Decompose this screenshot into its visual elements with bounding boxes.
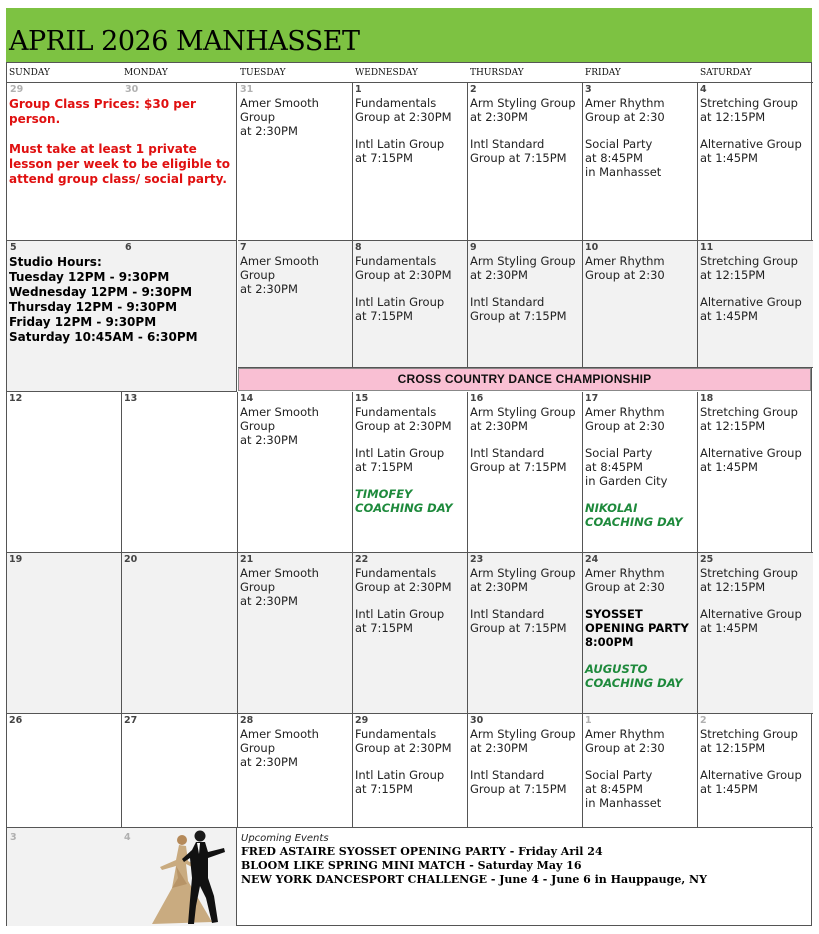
class-event: Alternative Group at 1:45PM xyxy=(700,137,802,165)
class-event: Amer Rhythm Group at 2:30 xyxy=(585,405,665,433)
day-cell-tuesday xyxy=(238,553,353,714)
class-event: Fundamentals Group at 2:30PM xyxy=(355,96,452,124)
class-event: Alternative Group at 1:45PM xyxy=(700,768,802,796)
day-number: 6 xyxy=(125,242,132,253)
class-event: Intl Latin Group at 7:15PM xyxy=(355,295,445,323)
championship-banner: CROSS COUNTRY DANCE CHAMPIONSHIP xyxy=(238,368,811,391)
day-cell-wednesday xyxy=(353,241,468,368)
class-event: Intl Standard Group at 7:15PM xyxy=(470,768,567,796)
upcoming-events xyxy=(238,828,813,926)
day-cell-saturday xyxy=(698,241,813,368)
day-number: 5 xyxy=(10,242,17,253)
day-cell-sunday xyxy=(7,392,122,553)
class-event: Intl Latin Group at 7:15PM xyxy=(355,768,445,796)
day-number: 24 xyxy=(585,554,599,565)
class-event: Arm Styling Group at 2:30PM xyxy=(470,254,576,282)
class-event: Social Party at 8:45PM in Manhasset xyxy=(585,137,662,179)
day-cell-thursday xyxy=(468,714,583,828)
special-event: SYOSSET OPENING PARTY 8:00PM xyxy=(585,607,689,649)
group-class-notice xyxy=(7,83,237,241)
day-number: 29 xyxy=(355,715,369,726)
day-number: 7 xyxy=(240,242,247,253)
day-number: 2 xyxy=(700,715,707,726)
calendar-header xyxy=(6,8,812,62)
day-number: 30 xyxy=(470,715,484,726)
class-event: Stretching Group at 12:15PM xyxy=(700,96,798,124)
day-cell-wednesday xyxy=(353,553,468,714)
class-event: Amer Smooth Group at 2:30PM xyxy=(240,566,319,608)
day-cell-tuesday xyxy=(238,241,353,368)
day-number: 25 xyxy=(700,554,714,565)
day-cell-tuesday xyxy=(238,83,353,241)
day-number: 30 xyxy=(125,84,139,95)
day-number: 15 xyxy=(355,393,369,404)
day-cell-friday xyxy=(583,241,698,368)
day-cell-monday xyxy=(122,392,238,553)
weekday-wednesday: WEDNESDAY xyxy=(353,63,468,83)
day-cell-thursday xyxy=(468,392,583,553)
day-cell-wednesday xyxy=(353,392,468,553)
class-event: Fundamentals Group at 2:30PM xyxy=(355,727,452,755)
day-number: 2 xyxy=(470,84,477,95)
weekday-tuesday: TUESDAY xyxy=(238,63,353,83)
day-cell-tuesday xyxy=(238,392,353,553)
dancers-icon xyxy=(142,826,237,926)
class-event: Intl Latin Group at 7:15PM xyxy=(355,607,445,635)
class-event: Social Party at 8:45PM in Manhasset xyxy=(585,768,662,810)
day-cell-wednesday xyxy=(353,714,468,828)
day-number: 16 xyxy=(470,393,484,404)
day-number: 20 xyxy=(124,554,138,565)
day-number: 29 xyxy=(10,84,24,95)
class-event: Intl Standard Group at 7:15PM xyxy=(470,295,567,323)
class-event: Amer Smooth Group at 2:30PM xyxy=(240,405,319,447)
day-number: 11 xyxy=(700,242,714,253)
class-event: Arm Styling Group at 2:30PM xyxy=(470,566,576,594)
class-event: Social Party at 8:45PM in Garden City xyxy=(585,446,668,488)
day-cell-monday xyxy=(122,553,238,714)
class-event: Fundamentals Group at 2:30PM xyxy=(355,566,452,594)
class-event: Amer Rhythm Group at 2:30 xyxy=(585,254,665,282)
class-event: Stretching Group at 12:15PM xyxy=(700,254,798,282)
day-cell-saturday xyxy=(698,392,813,553)
upcoming-event-item: NEW YORK DANCESPORT CHALLENGE - June 4 - June 6 in Hauppauge, NY xyxy=(241,873,707,886)
class-event: Intl Standard Group at 7:15PM xyxy=(470,446,567,474)
day-number: 14 xyxy=(240,393,254,404)
day-number: 26 xyxy=(9,715,23,726)
day-number: 1 xyxy=(355,84,362,95)
day-number: 23 xyxy=(470,554,484,565)
day-number: 3 xyxy=(10,832,17,843)
page-title: APRIL 2026 MANHASSET xyxy=(9,26,360,57)
day-cell-friday xyxy=(583,553,698,714)
class-event: Arm Styling Group at 2:30PM xyxy=(470,96,576,124)
studio-hours-box xyxy=(7,241,237,392)
day-number: 28 xyxy=(240,715,254,726)
class-event: Stretching Group at 12:15PM xyxy=(700,727,798,755)
weekday-thursday: THURSDAY xyxy=(468,63,583,83)
class-event: Intl Standard Group at 7:15PM xyxy=(470,137,567,165)
day-cell-saturday xyxy=(698,553,813,714)
class-event: Amer Smooth Group at 2:30PM xyxy=(240,96,319,138)
day-number: 13 xyxy=(124,393,138,404)
class-event: Intl Standard Group at 7:15PM xyxy=(470,607,567,635)
class-event: Amer Rhythm Group at 2:30 xyxy=(585,727,665,755)
class-event: Alternative Group at 1:45PM xyxy=(700,446,802,474)
upcoming-event-item: BLOOM LIKE SPRING MINI MATCH - Saturday May 16 xyxy=(241,859,582,872)
day-number: 17 xyxy=(585,393,599,404)
day-cell-monday xyxy=(122,714,238,828)
day-cell-saturday xyxy=(698,714,813,828)
class-event: Arm Styling Group at 2:30PM xyxy=(470,727,576,755)
day-number: 27 xyxy=(124,715,138,726)
class-event: Fundamentals Group at 2:30PM xyxy=(355,254,452,282)
day-number: 10 xyxy=(585,242,599,253)
studio-hours: Studio Hours: Tuesday 12PM - 9:30PM Wednesday 12PM - 9:30PM Thursday 12PM - 9:30PM Friday 12PM - 9:30PM Saturday 10:45AM - 6:30PM xyxy=(9,255,198,344)
class-event: Fundamentals Group at 2:30PM xyxy=(355,405,452,433)
day-number: 21 xyxy=(240,554,254,565)
day-number: 3 xyxy=(585,84,592,95)
day-number: 9 xyxy=(470,242,477,253)
day-number: 18 xyxy=(700,393,714,404)
day-cell-sunday xyxy=(7,553,122,714)
day-number: 4 xyxy=(124,832,131,843)
day-cell-saturday xyxy=(698,83,813,241)
upcoming-label: Upcoming Events xyxy=(241,833,329,844)
day-number: 8 xyxy=(355,242,362,253)
class-event: Alternative Group at 1:45PM xyxy=(700,295,802,323)
class-event: Arm Styling Group at 2:30PM xyxy=(470,405,576,433)
coaching-day-label: NIKOLAI COACHING DAY xyxy=(585,501,683,529)
day-cell-thursday xyxy=(468,241,583,368)
class-event: Intl Latin Group at 7:15PM xyxy=(355,137,445,165)
class-event: Amer Rhythm Group at 2:30 xyxy=(585,566,665,594)
day-number: 4 xyxy=(700,84,707,95)
day-cell-friday xyxy=(583,714,698,828)
class-event: Amer Smooth Group at 2:30PM xyxy=(240,727,319,769)
day-number: 1 xyxy=(585,715,592,726)
weekday-sunday: SUNDAY xyxy=(7,63,122,83)
calendar-grid xyxy=(6,62,812,926)
day-cell-thursday xyxy=(468,83,583,241)
day-number: 22 xyxy=(355,554,369,565)
weekday-monday: MONDAY xyxy=(122,63,238,83)
day-cell-sunday xyxy=(7,714,122,828)
day-number: 19 xyxy=(9,554,23,565)
weekday-saturday: SATURDAY xyxy=(698,63,813,83)
day-cell-wednesday xyxy=(353,83,468,241)
coaching-day-label: TIMOFEY COACHING DAY xyxy=(355,487,453,515)
class-event: Alternative Group at 1:45PM xyxy=(700,607,802,635)
upcoming-event-item: FRED ASTAIRE SYOSSET OPENING PARTY - Friday Aril 24 xyxy=(241,845,603,858)
day-number: 12 xyxy=(9,393,23,404)
class-event: Stretching Group at 12:15PM xyxy=(700,566,798,594)
day-cell-tuesday xyxy=(238,714,353,828)
class-event: Intl Latin Group at 7:15PM xyxy=(355,446,445,474)
coaching-day-label: AUGUSTO COACHING DAY xyxy=(585,662,683,690)
day-cell-friday xyxy=(583,83,698,241)
day-cell-thursday xyxy=(468,553,583,714)
weekday-friday: FRIDAY xyxy=(583,63,698,83)
class-event: Amer Smooth Group at 2:30PM xyxy=(240,254,319,296)
day-cell-friday xyxy=(583,392,698,553)
day-number: 31 xyxy=(240,84,254,95)
price-notice: Group Class Prices: $30 per person. xyxy=(9,97,196,126)
requirement-notice: Must take at least 1 private lesson per week to be eligible to attend group class/ social party. xyxy=(9,142,230,186)
class-event: Stretching Group at 12:15PM xyxy=(700,405,798,433)
class-event: Amer Rhythm Group at 2:30 xyxy=(585,96,665,124)
trailing-days xyxy=(7,828,237,926)
